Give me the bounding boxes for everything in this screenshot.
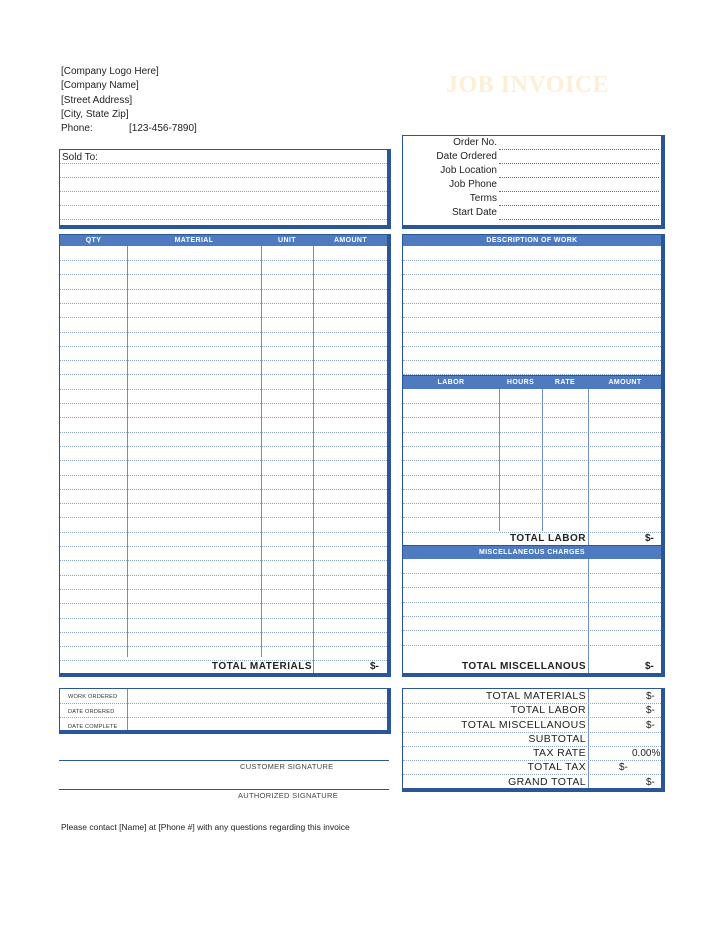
materials-table bbox=[59, 234, 391, 677]
phone-label: Phone: bbox=[61, 123, 93, 135]
row-line bbox=[403, 417, 661, 418]
row-line bbox=[60, 303, 387, 304]
row-line bbox=[403, 274, 661, 275]
row-line bbox=[403, 503, 661, 504]
summary-total-materials-value: $- bbox=[646, 691, 655, 702]
row-line bbox=[403, 573, 661, 574]
customer-signature-label: CUSTOMER SIGNATURE bbox=[240, 762, 334, 771]
company-street: [Street Address] bbox=[61, 94, 133, 106]
qty-header: QTY bbox=[85, 237, 102, 244]
order-no-label: Order No. bbox=[453, 137, 497, 148]
company-name: [Company Name] bbox=[61, 80, 139, 92]
row-line bbox=[60, 274, 387, 275]
phone-value: [123-456-7890] bbox=[129, 123, 197, 135]
summary-total-labor-value: $- bbox=[646, 705, 655, 716]
summary-grand-total-value: $- bbox=[646, 777, 655, 788]
row-line bbox=[60, 632, 387, 633]
row-line bbox=[403, 517, 661, 518]
row-line bbox=[60, 589, 387, 590]
row-line bbox=[60, 646, 387, 647]
row-line bbox=[60, 489, 387, 490]
authorized-signature-label: AUTHORIZED SIGNATURE bbox=[238, 791, 339, 800]
terms-field[interactable] bbox=[499, 205, 659, 206]
row-line bbox=[403, 260, 661, 261]
unit-header: UNIT bbox=[278, 237, 296, 244]
footer-contact-note: Please contact [Name] at [Phone #] with any questions regarding this invoice bbox=[61, 822, 350, 832]
customer-signature-line[interactable] bbox=[59, 760, 389, 761]
job-phone-label: Job Phone bbox=[449, 179, 497, 190]
labor-col-header: LABOR bbox=[437, 379, 465, 386]
summary-total-tax-value: $- bbox=[619, 762, 628, 773]
sold-to-box bbox=[59, 149, 391, 229]
job-phone-field[interactable] bbox=[499, 191, 659, 192]
row-line bbox=[60, 618, 387, 619]
row-line bbox=[403, 630, 661, 631]
row-line bbox=[403, 489, 661, 490]
start-date-field[interactable] bbox=[499, 219, 659, 220]
summary-total-misc-label: TOTAL MISCELLANOUS bbox=[461, 719, 586, 731]
date-ordered-field[interactable] bbox=[499, 163, 659, 164]
total-materials-value: $- bbox=[370, 661, 379, 672]
row-line bbox=[60, 460, 387, 461]
company-phone-row bbox=[61, 122, 197, 136]
row-line bbox=[403, 360, 661, 361]
labor-amount-header: AMOUNT bbox=[608, 379, 642, 386]
total-labor-label: TOTAL LABOR bbox=[509, 533, 586, 544]
invoice-title: JOB INVOICE bbox=[446, 72, 610, 98]
sold-to-label: Sold To: bbox=[62, 152, 98, 163]
row-line bbox=[60, 417, 387, 418]
row-line bbox=[403, 616, 661, 617]
terms-label: Terms bbox=[469, 193, 497, 204]
row-line bbox=[403, 303, 661, 304]
misc-header bbox=[403, 546, 661, 559]
row-line bbox=[60, 475, 387, 476]
summary-total-materials-label: TOTAL MATERIALS bbox=[485, 690, 586, 702]
material-header: MATERIAL bbox=[174, 237, 214, 244]
row-line bbox=[403, 587, 661, 588]
row-line bbox=[60, 346, 387, 347]
total-materials-row bbox=[60, 661, 387, 674]
row-line bbox=[403, 446, 661, 447]
row-line bbox=[60, 603, 387, 604]
job-location-field[interactable] bbox=[499, 177, 659, 178]
total-misc-row bbox=[403, 661, 661, 674]
row-line bbox=[60, 432, 387, 433]
row-line bbox=[403, 602, 661, 603]
materials-header bbox=[60, 235, 387, 246]
row-line bbox=[403, 289, 661, 290]
row-line bbox=[60, 517, 387, 518]
authorized-signature-line[interactable] bbox=[59, 789, 389, 790]
amount-header: AMOUNT bbox=[333, 237, 368, 244]
order-no-field[interactable] bbox=[499, 149, 659, 150]
row-line bbox=[403, 403, 661, 404]
rate-header: RATE bbox=[554, 379, 576, 386]
row-line bbox=[60, 374, 387, 375]
total-misc-label: TOTAL MISCELLANOUS bbox=[462, 661, 586, 672]
summary-total-tax-label: TOTAL TAX bbox=[527, 761, 586, 773]
row-line bbox=[60, 403, 387, 404]
row-line bbox=[403, 645, 661, 646]
row-line bbox=[60, 560, 387, 561]
row-line bbox=[403, 432, 661, 433]
summary-tax-rate-label: TAX RATE bbox=[533, 747, 586, 759]
date-complete-label: DATE COMPLETE bbox=[68, 724, 118, 730]
summary-grand-total-label: GRAND TOTAL bbox=[508, 776, 586, 788]
row-line bbox=[60, 360, 387, 361]
row-line bbox=[60, 389, 387, 390]
start-date-label: Start Date bbox=[451, 207, 497, 218]
row-line bbox=[403, 460, 661, 461]
summary-subtotal-label: SUBTOTAL bbox=[528, 733, 586, 745]
job-location-label: Job Location bbox=[440, 165, 497, 176]
row-line bbox=[403, 332, 661, 333]
order-info-box bbox=[402, 135, 665, 229]
row-line bbox=[403, 317, 661, 318]
description-header bbox=[403, 235, 661, 246]
total-labor-value: $- bbox=[645, 533, 654, 544]
date-ordered-label: Date Ordered bbox=[436, 151, 497, 162]
row-line bbox=[60, 546, 387, 547]
summary-total-misc-value: $- bbox=[646, 720, 655, 731]
row-line bbox=[60, 503, 387, 504]
work-ordered-box bbox=[59, 688, 391, 734]
row-line bbox=[60, 532, 387, 533]
row-line bbox=[60, 575, 387, 576]
company-info bbox=[61, 65, 197, 136]
row-line bbox=[60, 446, 387, 447]
row-line bbox=[60, 260, 387, 261]
labor-header bbox=[403, 376, 661, 389]
company-city: [City, State Zip] bbox=[61, 108, 129, 120]
summary-tax-rate-value[interactable]: 0.00% bbox=[632, 748, 661, 759]
labor-table bbox=[402, 375, 665, 546]
date-ordered-small-label: DATE ORDERED bbox=[68, 709, 115, 715]
misc-table bbox=[402, 545, 665, 677]
description-box bbox=[402, 234, 665, 376]
hours-header: HOURS bbox=[506, 379, 535, 386]
misc-header-label: MISCELLANEOUS CHARGES bbox=[478, 549, 586, 556]
total-materials-label: TOTAL MATERIALS bbox=[211, 661, 312, 672]
row-line bbox=[60, 317, 387, 318]
row-line bbox=[403, 475, 661, 476]
summary-box bbox=[402, 688, 665, 792]
row-line bbox=[60, 289, 387, 290]
row-line bbox=[403, 346, 661, 347]
summary-total-labor-label: TOTAL LABOR bbox=[510, 704, 586, 716]
work-ordered-label: WORK ORDERED bbox=[68, 694, 118, 700]
row-line bbox=[60, 332, 387, 333]
company-logo-placeholder: [Company Logo Here] bbox=[61, 66, 159, 77]
total-misc-value: $- bbox=[645, 661, 654, 672]
description-header-label: DESCRIPTION OF WORK bbox=[486, 237, 578, 244]
